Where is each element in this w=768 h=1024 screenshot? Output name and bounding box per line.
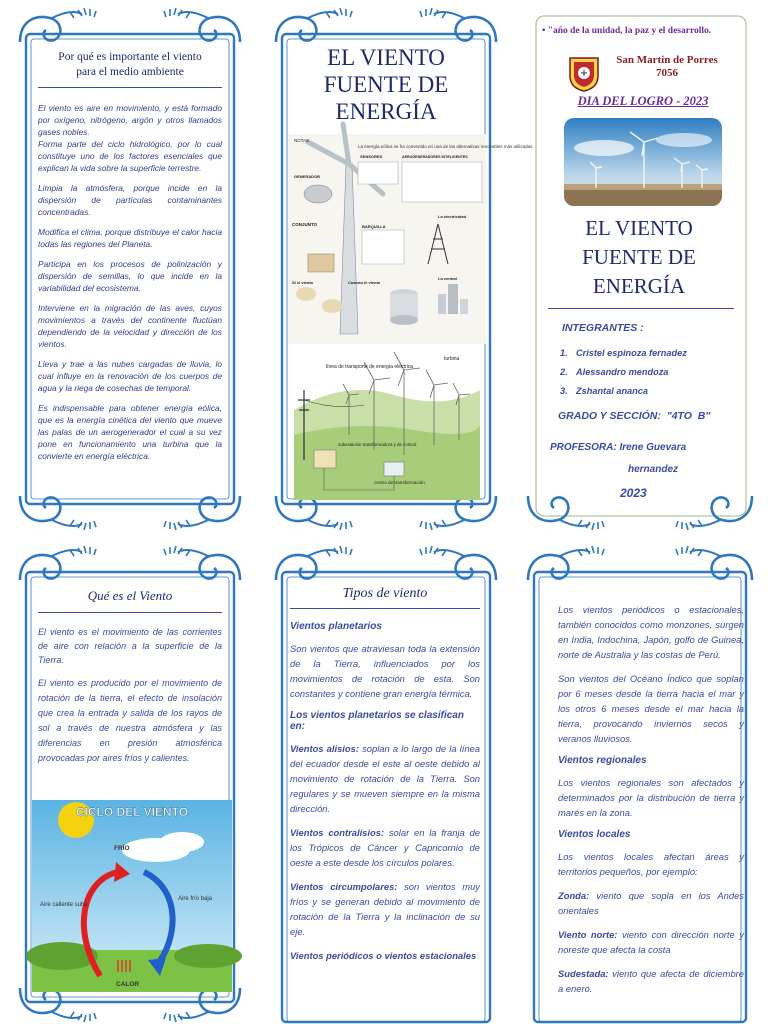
bullet-item: Lleva y trae a las nubes cargadas de lluvia, lo cual influye en la renovación de los cuerpos de agua y la riega de cosechas de temporal. — [38, 359, 222, 393]
members-label: INTEGRANTES : — [562, 322, 644, 334]
diagram-title: CICLO DEL VIENTO — [75, 805, 189, 819]
label-si-viento: Si el viento — [292, 280, 314, 285]
school-name: San Martin de Porres 7056 — [616, 54, 718, 79]
diagram-heat-label: CALOR — [116, 981, 140, 988]
label-notas: NOTAS — [294, 138, 310, 143]
panel-cover — [520, 8, 760, 530]
label-linea-transporte: línea de transporte de energía eléctrica — [326, 364, 413, 370]
bullet-item: Es indispensable para obtener energía eólica, que es la energía cinética del viento que mueve las palas de un aerogenerador el cual a su vez pone en funcionamiento una turbina que la convierte en energía eléctrica. — [38, 403, 222, 461]
member-item: 3. Zshantal ananca — [560, 386, 648, 396]
section-heading: Los vientos planetarios se clasifican en: — [290, 710, 464, 732]
label-generador: GENERADOR — [294, 174, 321, 179]
panel-importance — [12, 8, 248, 530]
label-aerogeneradores: AEROGENERADORES INTELIGENTES — [402, 155, 468, 159]
wind-cycle-diagram — [32, 800, 232, 992]
panel-title: Tipos de viento — [342, 586, 428, 601]
definition-item: Viento norte: viento con dirección norte y noreste que afecta la costa — [558, 929, 744, 955]
label-sensores: SENSORES — [360, 154, 383, 159]
title-divider — [38, 87, 222, 88]
wind-farm-diagram — [294, 350, 480, 500]
member-item: 1. Cristel espinoza fernadez — [560, 348, 687, 358]
bullet-item: Modifica el clima, porque distribuye el calor hacia todas las regiones del Planeta. — [38, 227, 222, 249]
section-heading: Vientos periódicos o vientos estacionales — [290, 950, 477, 961]
teacher-label: PROFESORA: Irene Guevara — [550, 442, 687, 453]
panel-title: Qué es el Viento — [87, 588, 173, 603]
label-barquilla: BARQUILLA — [362, 224, 386, 229]
definition-item: Vientos circumpolares: son vientos muy fríos y se generan debido al movimiento de rotación de la Tierra y la inclinación de su eje. — [290, 881, 480, 937]
panel-wind-types — [268, 546, 504, 1022]
wind-farm-photo — [564, 118, 722, 206]
label-cuando-viento: Cuando el viento — [348, 280, 381, 285]
definition-item: Sudestada: viento que afecta de diciembre a enero. — [558, 968, 744, 994]
panel-title: EL VIENTO FUENTE DE ENERGÍA — [323, 45, 449, 124]
diagram-cold-label: FRÍO — [114, 845, 130, 852]
grade-section: GRADO Y SECCIÓN: "4TO B" — [558, 410, 711, 422]
bullet-item: Interviene en la migración de las aves, cuyos movimientos a través del continente fluctúan dependiendo de la velocidad y dirección de los vientos. — [38, 303, 222, 349]
panel-title: Por qué es importante el viento para el medio ambiente — [58, 51, 202, 78]
label-subestacion: subestación transformadora y de control — [338, 442, 417, 447]
event-title: DIA DEL LOGRO - 2023 — [577, 94, 709, 108]
label-electricidad: La electricidad — [438, 214, 467, 219]
section-heading: Vientos planetarios — [290, 621, 382, 632]
title-divider — [38, 612, 222, 613]
label-conjunto: CONJUNTO — [292, 222, 318, 227]
label-centro-transformacion: centro de transformación — [374, 480, 425, 485]
label-turbina: turbina — [444, 356, 460, 362]
bullet-icon: • — [542, 26, 548, 36]
definition-item: Vientos alisios: soplan a lo largo de la línea del ecuador desde el este al oeste debido al movimiento de rotación de la Tierra. Son regulares y se mueven siempre en la misma dirección. — [290, 743, 480, 814]
infographic-note: La energía eólica se ha convertido en una de las alternativas renovables más utilizadas. — [358, 144, 534, 149]
paragraph: Son vientos del Océano Índico que soplan por 6 meses desde la tierra hacia el mar y los otros 6 meses desde el mar hacia la tierra, provocando inviernos secos y veranos lluviosos. — [558, 673, 744, 744]
label-central: La central — [438, 276, 457, 281]
title-divider — [290, 608, 480, 609]
definition-paragraph: El viento es el movimiento de las corrientes de aire con relación a la superficie de la Tierra. — [38, 627, 222, 665]
title-divider — [548, 308, 734, 309]
bullet-item: Limpia la atmósfera, porque incide en la dispersión de partículas contaminantes concentradas. — [38, 183, 222, 217]
paragraph: Los vientos regionales son afectados y determinados por la distribución de tierra y marés en la zona. — [558, 777, 744, 818]
diagram-warm-air-label: Aire caliente sube — [40, 902, 88, 908]
section-heading: Vientos locales — [558, 829, 631, 840]
paragraph: Son vientos que atraviesan toda la extensión de la Tierra, influenciados por los movimientos de rotación de esta. Son constantes y contiene gran energía térmica. — [290, 643, 480, 699]
cover-title: EL VIENTO FUENTE DE ENERGÍA — [582, 216, 696, 298]
year: 2023 — [620, 486, 647, 500]
wind-turbine-infographic — [288, 134, 534, 344]
diagram-cold-air-label: Aire frío baja — [178, 896, 213, 902]
turbine-diagram — [288, 134, 534, 344]
cause-paragraph: El viento es producido por el movimiento de rotación de la tierra, el efecto de insolación que crea la entrada y salida de los rayos de sol a través de nuestra atmósfera y las diferencias en presión atmosférica provocadas por aires fríos y calientes. — [38, 678, 222, 763]
panel-energy-infographic — [268, 8, 534, 530]
paragraph: Los vientos periódicos o estacionales, también conocidos como monzones, surgen en India, Indochina, Japón, golfo de Guinea, norte de Australia y las costas de Perú. — [558, 604, 744, 660]
section-heading: Vientos regionales — [558, 755, 647, 766]
intro-paragraph-2: Forma parte del ciclo hidrológico, por lo cual constituye uno de los factores esenciales que explican la vida sobre la superficie terrestre. — [38, 139, 222, 173]
panel-wind-types-cont — [520, 546, 760, 1022]
definition-item: Zonda: viento que sopla en los Andes orientales — [558, 890, 744, 916]
school-crest-icon — [568, 56, 600, 92]
member-item: 2. Alessandro mendoza — [560, 367, 669, 377]
bullet-item: Participa en los procesos de polinización y dispersión de semillas, lo que incide en la variabilidad del ecosistema. — [38, 259, 222, 293]
paragraph: Los vientos locales afectan áreas y territorios pequeños, por ejemplo: — [558, 851, 744, 877]
members-list — [560, 344, 740, 401]
panel-what-is-wind — [12, 546, 248, 1022]
definition-item: Vientos contralisios: solar en la franja de los Trópicos de Cáncer y Capricornio de oeste a este desde los círculos polares. — [290, 827, 480, 868]
wind-farm-infographic — [294, 350, 480, 500]
teacher-surname: hernandez — [628, 464, 679, 475]
motto: • "año de la unidad, la paz y el desarrollo. — [542, 26, 712, 36]
intro-paragraph: El viento es aire en movimiento, y está formado por oxígeno, nitrógeno, argón y otros llamados gases nobles. — [38, 103, 222, 137]
